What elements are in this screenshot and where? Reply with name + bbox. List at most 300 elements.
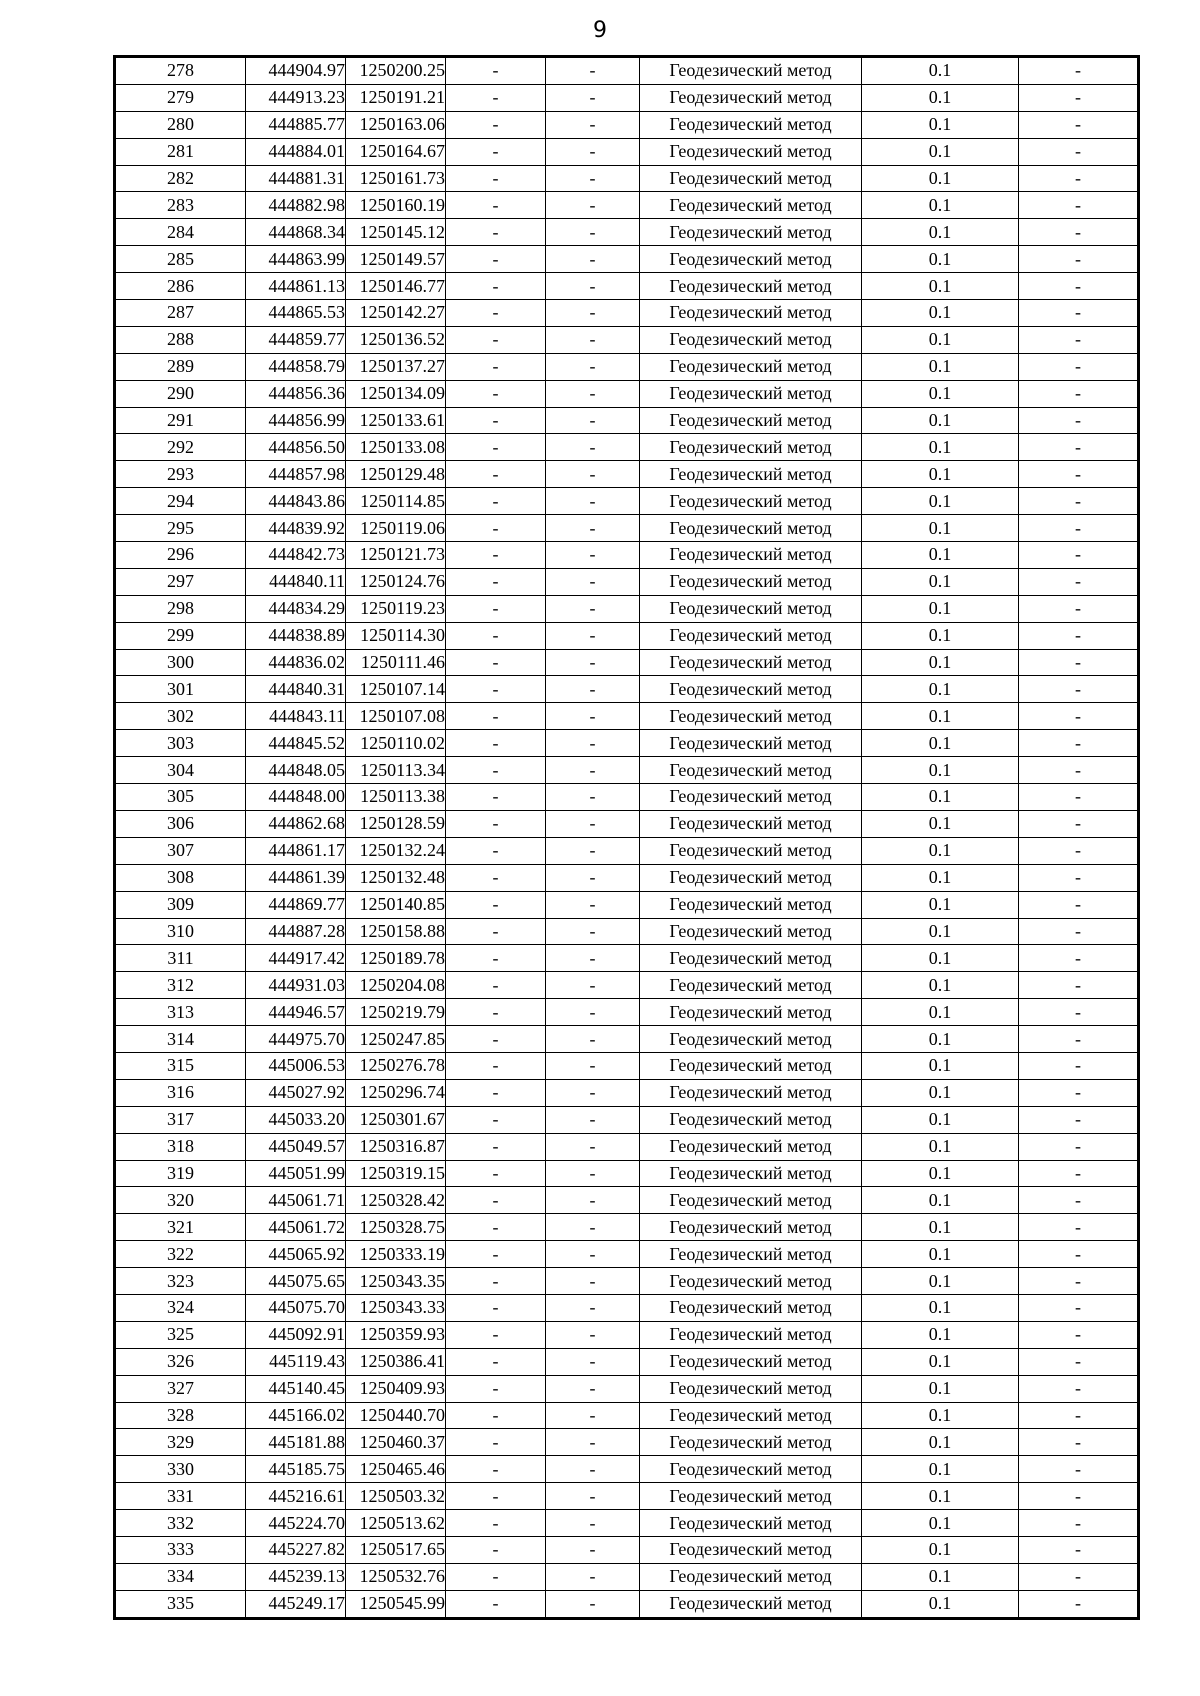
point-number-cell: 330 [116,1456,246,1483]
point-number-cell: 314 [116,1026,246,1053]
point-number-cell: 288 [116,326,246,353]
accuracy-cell: 0.1 [862,326,1019,353]
accuracy-cell: 0.1 [862,1429,1019,1456]
x-coordinate-cell: 445227.82 [246,1536,346,1563]
y-coordinate-cell: 1250319.15 [346,1160,446,1187]
method-cell: Геодезический метод [640,622,862,649]
table-row [116,945,1138,972]
point-number-cell: 290 [116,380,246,407]
empty-value-cell: - [446,595,546,622]
y-coordinate-cell: 1250119.23 [346,595,446,622]
y-coordinate-cell: 1250149.57 [346,246,446,273]
accuracy-cell: 0.1 [862,461,1019,488]
table-row [116,1160,1138,1187]
accuracy-cell: 0.1 [862,542,1019,569]
empty-value-cell: - [1019,353,1138,380]
table-row [116,757,1138,784]
empty-value-cell: - [1019,1348,1138,1375]
method-cell: Геодезический метод [640,219,862,246]
empty-value-cell: - [446,1590,546,1617]
x-coordinate-cell: 444913.23 [246,84,346,111]
accuracy-cell: 0.1 [862,138,1019,165]
empty-value-cell: - [1019,1590,1138,1617]
method-cell: Геодезический метод [640,810,862,837]
empty-value-cell: - [546,703,640,730]
method-cell: Геодезический метод [640,515,862,542]
empty-value-cell: - [1019,945,1138,972]
y-coordinate-cell: 1250513.62 [346,1510,446,1537]
y-coordinate-cell: 1250160.19 [346,192,446,219]
accuracy-cell: 0.1 [862,1160,1019,1187]
method-cell: Геодезический метод [640,84,862,111]
point-number-cell: 283 [116,192,246,219]
accuracy-cell: 0.1 [862,1106,1019,1133]
point-number-cell: 331 [116,1483,246,1510]
empty-value-cell: - [446,300,546,327]
method-cell: Геодезический метод [640,461,862,488]
point-number-cell: 317 [116,1106,246,1133]
empty-value-cell: - [1019,595,1138,622]
y-coordinate-cell: 1250409.93 [346,1375,446,1402]
coordinates-table [115,57,1138,1618]
accuracy-cell: 0.1 [862,972,1019,999]
point-number-cell: 321 [116,1214,246,1241]
empty-value-cell: - [1019,999,1138,1026]
table-row [116,1510,1138,1537]
y-coordinate-cell: 1250111.46 [346,649,446,676]
empty-value-cell: - [1019,461,1138,488]
point-number-cell: 285 [116,246,246,273]
x-coordinate-cell: 444856.36 [246,380,346,407]
empty-value-cell: - [546,1026,640,1053]
method-cell: Геодезический метод [640,111,862,138]
table-row [116,380,1138,407]
empty-value-cell: - [546,891,640,918]
y-coordinate-cell: 1250110.02 [346,730,446,757]
accuracy-cell: 0.1 [862,676,1019,703]
point-number-cell: 308 [116,864,246,891]
table-row [116,84,1138,111]
point-number-cell: 304 [116,757,246,784]
empty-value-cell: - [446,1214,546,1241]
method-cell: Геодезический метод [640,891,862,918]
empty-value-cell: - [1019,703,1138,730]
x-coordinate-cell: 444840.11 [246,568,346,595]
x-coordinate-cell: 444843.86 [246,488,346,515]
empty-value-cell: - [546,1214,640,1241]
x-coordinate-cell: 444885.77 [246,111,346,138]
empty-value-cell: - [1019,1079,1138,1106]
empty-value-cell: - [446,1079,546,1106]
table-row [116,972,1138,999]
method-cell: Геодезический метод [640,1510,862,1537]
empty-value-cell: - [446,864,546,891]
point-number-cell: 328 [116,1402,246,1429]
empty-value-cell: - [546,622,640,649]
table-row [116,918,1138,945]
point-number-cell: 310 [116,918,246,945]
table-row [116,353,1138,380]
method-cell: Геодезический метод [640,1321,862,1348]
y-coordinate-cell: 1250189.78 [346,945,446,972]
accuracy-cell: 0.1 [862,864,1019,891]
x-coordinate-cell: 444881.31 [246,165,346,192]
empty-value-cell: - [546,649,640,676]
table-row [116,515,1138,542]
y-coordinate-cell: 1250132.48 [346,864,446,891]
method-cell: Геодезический метод [640,837,862,864]
empty-value-cell: - [1019,918,1138,945]
method-cell: Геодезический метод [640,1214,862,1241]
x-coordinate-cell: 444882.98 [246,192,346,219]
accuracy-cell: 0.1 [862,353,1019,380]
y-coordinate-cell: 1250113.34 [346,757,446,784]
method-cell: Геодезический метод [640,1026,862,1053]
method-cell: Геодезический метод [640,1187,862,1214]
x-coordinate-cell: 444861.17 [246,837,346,864]
point-number-cell: 287 [116,300,246,327]
y-coordinate-cell: 1250440.70 [346,1402,446,1429]
table-row [116,326,1138,353]
table-row [116,300,1138,327]
empty-value-cell: - [1019,326,1138,353]
method-cell: Геодезический метод [640,1160,862,1187]
empty-value-cell: - [1019,622,1138,649]
method-cell: Геодезический метод [640,1348,862,1375]
y-coordinate-cell: 1250133.61 [346,407,446,434]
empty-value-cell: - [1019,1402,1138,1429]
x-coordinate-cell: 444931.03 [246,972,346,999]
empty-value-cell: - [546,1079,640,1106]
empty-value-cell: - [446,1375,546,1402]
empty-value-cell: - [1019,84,1138,111]
point-number-cell: 286 [116,273,246,300]
empty-value-cell: - [446,407,546,434]
table-row [116,999,1138,1026]
empty-value-cell: - [446,1133,546,1160]
accuracy-cell: 0.1 [862,1590,1019,1617]
empty-value-cell: - [1019,1456,1138,1483]
method-cell: Геодезический метод [640,1241,862,1268]
table-row [116,542,1138,569]
x-coordinate-cell: 444848.05 [246,757,346,784]
y-coordinate-cell: 1250129.48 [346,461,446,488]
table-row [116,1429,1138,1456]
point-number-cell: 315 [116,1052,246,1079]
point-number-cell: 279 [116,84,246,111]
empty-value-cell: - [446,1456,546,1483]
empty-value-cell: - [546,192,640,219]
empty-value-cell: - [446,1563,546,1590]
method-cell: Геодезический метод [640,1052,862,1079]
empty-value-cell: - [546,353,640,380]
method-cell: Геодезический метод [640,434,862,461]
accuracy-cell: 0.1 [862,1563,1019,1590]
x-coordinate-cell: 445075.70 [246,1294,346,1321]
empty-value-cell: - [446,918,546,945]
method-cell: Геодезический метод [640,730,862,757]
method-cell: Геодезический метод [640,595,862,622]
accuracy-cell: 0.1 [862,1536,1019,1563]
accuracy-cell: 0.1 [862,837,1019,864]
table-row [116,1187,1138,1214]
empty-value-cell: - [1019,1268,1138,1295]
method-cell: Геодезический метод [640,1375,862,1402]
page-number: 9 [593,18,607,43]
accuracy-cell: 0.1 [862,1241,1019,1268]
y-coordinate-cell: 1250545.99 [346,1590,446,1617]
empty-value-cell: - [1019,891,1138,918]
empty-value-cell: - [1019,58,1138,85]
y-coordinate-cell: 1250113.38 [346,784,446,811]
empty-value-cell: - [1019,1321,1138,1348]
point-number-cell: 307 [116,837,246,864]
table-row [116,58,1138,85]
y-coordinate-cell: 1250114.30 [346,622,446,649]
empty-value-cell: - [1019,380,1138,407]
accuracy-cell: 0.1 [862,488,1019,515]
method-cell: Геодезический метод [640,864,862,891]
accuracy-cell: 0.1 [862,1510,1019,1537]
empty-value-cell: - [1019,1214,1138,1241]
empty-value-cell: - [446,380,546,407]
y-coordinate-cell: 1250107.14 [346,676,446,703]
table-row [116,192,1138,219]
empty-value-cell: - [546,165,640,192]
y-coordinate-cell: 1250161.73 [346,165,446,192]
x-coordinate-cell: 445006.53 [246,1052,346,1079]
method-cell: Геодезический метод [640,1106,862,1133]
accuracy-cell: 0.1 [862,1483,1019,1510]
accuracy-cell: 0.1 [862,999,1019,1026]
empty-value-cell: - [446,488,546,515]
table-row [116,1106,1138,1133]
table-row [116,622,1138,649]
table-row [116,595,1138,622]
accuracy-cell: 0.1 [862,1079,1019,1106]
accuracy-cell: 0.1 [862,111,1019,138]
empty-value-cell: - [446,461,546,488]
empty-value-cell: - [446,999,546,1026]
x-coordinate-cell: 444859.77 [246,326,346,353]
empty-value-cell: - [546,219,640,246]
empty-value-cell: - [546,1402,640,1429]
point-number-cell: 295 [116,515,246,542]
empty-value-cell: - [1019,1241,1138,1268]
method-cell: Геодезический метод [640,1563,862,1590]
empty-value-cell: - [446,219,546,246]
empty-value-cell: - [546,676,640,703]
x-coordinate-cell: 445181.88 [246,1429,346,1456]
accuracy-cell: 0.1 [862,730,1019,757]
empty-value-cell: - [546,542,640,569]
table-row [116,703,1138,730]
accuracy-cell: 0.1 [862,945,1019,972]
y-coordinate-cell: 1250136.52 [346,326,446,353]
method-cell: Геодезический метод [640,488,862,515]
point-number-cell: 302 [116,703,246,730]
empty-value-cell: - [446,703,546,730]
table-row [116,219,1138,246]
empty-value-cell: - [1019,1187,1138,1214]
x-coordinate-cell: 445185.75 [246,1456,346,1483]
empty-value-cell: - [446,1348,546,1375]
point-number-cell: 323 [116,1268,246,1295]
table-row [116,1563,1138,1590]
point-number-cell: 322 [116,1241,246,1268]
table-row [116,1456,1138,1483]
empty-value-cell: - [546,1483,640,1510]
y-coordinate-cell: 1250328.75 [346,1214,446,1241]
y-coordinate-cell: 1250465.46 [346,1456,446,1483]
empty-value-cell: - [1019,1483,1138,1510]
empty-value-cell: - [1019,1052,1138,1079]
empty-value-cell: - [446,1510,546,1537]
table-row [116,864,1138,891]
y-coordinate-cell: 1250343.33 [346,1294,446,1321]
empty-value-cell: - [446,192,546,219]
method-cell: Геодезический метод [640,326,862,353]
method-cell: Геодезический метод [640,300,862,327]
point-number-cell: 281 [116,138,246,165]
x-coordinate-cell: 444861.13 [246,273,346,300]
empty-value-cell: - [1019,138,1138,165]
x-coordinate-cell: 445051.99 [246,1160,346,1187]
x-coordinate-cell: 444946.57 [246,999,346,1026]
empty-value-cell: - [546,300,640,327]
empty-value-cell: - [546,810,640,837]
empty-value-cell: - [546,1321,640,1348]
empty-value-cell: - [446,1429,546,1456]
y-coordinate-cell: 1250247.85 [346,1026,446,1053]
empty-value-cell: - [1019,246,1138,273]
point-number-cell: 324 [116,1294,246,1321]
y-coordinate-cell: 1250158.88 [346,918,446,945]
method-cell: Геодезический метод [640,407,862,434]
y-coordinate-cell: 1250503.32 [346,1483,446,1510]
empty-value-cell: - [546,864,640,891]
point-number-cell: 312 [116,972,246,999]
accuracy-cell: 0.1 [862,1375,1019,1402]
method-cell: Геодезический метод [640,1402,862,1429]
point-number-cell: 326 [116,1348,246,1375]
empty-value-cell: - [1019,1133,1138,1160]
empty-value-cell: - [1019,407,1138,434]
empty-value-cell: - [546,1456,640,1483]
accuracy-cell: 0.1 [862,1294,1019,1321]
empty-value-cell: - [546,918,640,945]
accuracy-cell: 0.1 [862,784,1019,811]
method-cell: Геодезический метод [640,918,862,945]
empty-value-cell: - [446,837,546,864]
method-cell: Геодезический метод [640,1294,862,1321]
point-number-cell: 289 [116,353,246,380]
y-coordinate-cell: 1250517.65 [346,1536,446,1563]
accuracy-cell: 0.1 [862,219,1019,246]
empty-value-cell: - [546,972,640,999]
point-number-cell: 309 [116,891,246,918]
empty-value-cell: - [1019,219,1138,246]
empty-value-cell: - [546,488,640,515]
empty-value-cell: - [546,1429,640,1456]
empty-value-cell: - [1019,784,1138,811]
empty-value-cell: - [1019,757,1138,784]
empty-value-cell: - [1019,1160,1138,1187]
empty-value-cell: - [546,1348,640,1375]
table-row [116,1079,1138,1106]
empty-value-cell: - [446,58,546,85]
y-coordinate-cell: 1250191.21 [346,84,446,111]
table-row [116,1375,1138,1402]
method-cell: Геодезический метод [640,58,862,85]
method-cell: Геодезический метод [640,1268,862,1295]
x-coordinate-cell: 444887.28 [246,918,346,945]
table-row [116,246,1138,273]
table-row [116,407,1138,434]
empty-value-cell: - [446,1160,546,1187]
x-coordinate-cell: 445224.70 [246,1510,346,1537]
method-cell: Геодезический метод [640,192,862,219]
empty-value-cell: - [1019,676,1138,703]
empty-value-cell: - [446,138,546,165]
empty-value-cell: - [546,1536,640,1563]
x-coordinate-cell: 444884.01 [246,138,346,165]
point-number-cell: 300 [116,649,246,676]
point-number-cell: 303 [116,730,246,757]
empty-value-cell: - [1019,1375,1138,1402]
empty-value-cell: - [1019,1106,1138,1133]
point-number-cell: 318 [116,1133,246,1160]
table-row [116,461,1138,488]
point-number-cell: 327 [116,1375,246,1402]
empty-value-cell: - [446,246,546,273]
table-row [116,273,1138,300]
table-row [116,649,1138,676]
x-coordinate-cell: 445027.92 [246,1079,346,1106]
empty-value-cell: - [446,757,546,784]
method-cell: Геодезический метод [640,676,862,703]
accuracy-cell: 0.1 [862,515,1019,542]
method-cell: Геодезический метод [640,1429,862,1456]
x-coordinate-cell: 444858.79 [246,353,346,380]
empty-value-cell: - [546,1510,640,1537]
y-coordinate-cell: 1250121.73 [346,542,446,569]
empty-value-cell: - [446,945,546,972]
table-row [116,891,1138,918]
y-coordinate-cell: 1250532.76 [346,1563,446,1590]
y-coordinate-cell: 1250142.27 [346,300,446,327]
point-number-cell: 297 [116,568,246,595]
empty-value-cell: - [1019,542,1138,569]
y-coordinate-cell: 1250359.93 [346,1321,446,1348]
empty-value-cell: - [546,1294,640,1321]
empty-value-cell: - [546,784,640,811]
point-number-cell: 316 [116,1079,246,1106]
table-row [116,1241,1138,1268]
x-coordinate-cell: 444848.00 [246,784,346,811]
empty-value-cell: - [1019,1294,1138,1321]
accuracy-cell: 0.1 [862,1348,1019,1375]
x-coordinate-cell: 445239.13 [246,1563,346,1590]
method-cell: Геодезический метод [640,246,862,273]
method-cell: Геодезический метод [640,165,862,192]
method-cell: Геодезический метод [640,972,862,999]
table-row [116,837,1138,864]
empty-value-cell: - [446,1294,546,1321]
table-body [116,58,1138,1618]
point-number-cell: 284 [116,219,246,246]
empty-value-cell: - [546,246,640,273]
